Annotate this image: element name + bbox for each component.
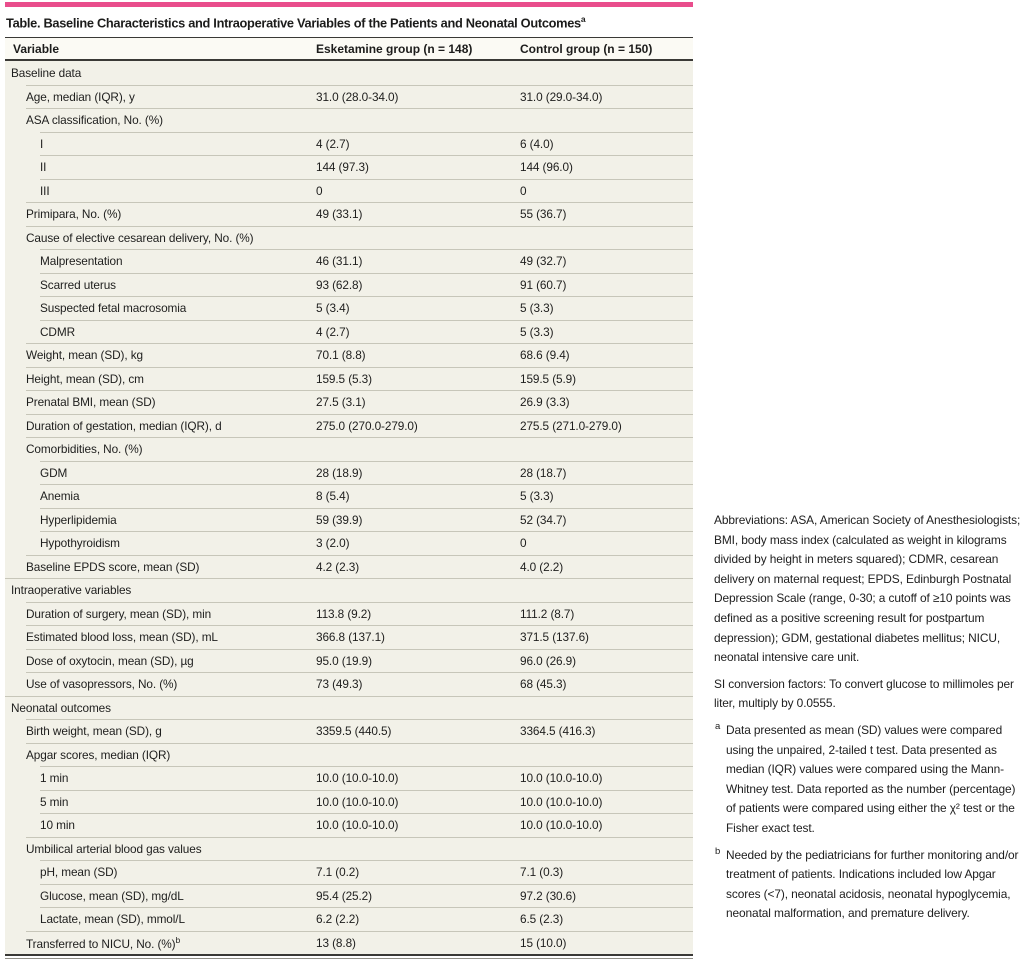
table-row — [5, 602, 693, 626]
control-value: 0 — [520, 183, 527, 198]
table-bottom-rule — [5, 958, 693, 959]
control-value: 55 (36.7) — [520, 207, 567, 222]
accent-bar — [5, 2, 693, 7]
table-row — [5, 320, 693, 344]
section-row — [5, 578, 693, 602]
control-value: 91 (60.7) — [520, 277, 567, 292]
table-row — [5, 672, 693, 696]
table-row — [5, 484, 693, 508]
table-row — [5, 414, 693, 438]
esketamine-value: 0 — [316, 183, 323, 198]
row-label: Use of vasopressors, No. (%) — [26, 677, 178, 692]
esketamine-value: 4.2 (2.3) — [316, 559, 360, 574]
esketamine-value: 27.5 (3.1) — [316, 395, 366, 410]
row-label: Dose of oxytocin, mean (SD), µg — [26, 653, 194, 668]
table-row — [5, 884, 693, 908]
control-value: 52 (34.7) — [520, 512, 567, 527]
esketamine-value: 10.0 (10.0-10.0) — [316, 818, 399, 833]
footnote-a-text: Data presented as mean (SD) values were compared using the unpaired, 2-tailed t test. Data presented as median (IQR) values were compared using the Mann-Whitney test. Data reported as the number (percentage) of patients were compared using either the χ² test or the Fisher exact test. — [726, 722, 1016, 835]
esketamine-value: 4 (2.7) — [316, 136, 350, 151]
control-value: 49 (32.7) — [520, 254, 567, 269]
esketamine-value: 159.5 (5.3) — [316, 371, 372, 386]
row-label: Transferred to NICU, No. (%)$^b$ — [26, 934, 181, 951]
row-label: Scarred uterus — [40, 277, 116, 292]
control-value: 5 (3.3) — [520, 301, 554, 316]
si-conversion-note: SI conversion factors: To convert glucose to millimoles per liter, multiply by 0.0555. — [714, 676, 1014, 711]
esketamine-value: 7.1 (0.2) — [316, 865, 360, 880]
table-row — [5, 108, 693, 132]
row-label: Duration of surgery, mean (SD), min — [26, 606, 212, 621]
table-row — [5, 273, 693, 297]
row-label: Birth weight, mean (SD), g — [26, 724, 162, 739]
esketamine-value: 366.8 (137.1) — [316, 630, 385, 645]
control-value: 97.2 (30.6) — [520, 888, 576, 903]
esketamine-value: 3359.5 (440.5) — [316, 724, 392, 739]
row-label: 1 min — [40, 771, 69, 786]
control-value: 15 (10.0) — [520, 935, 567, 950]
control-value: 10.0 (10.0-10.0) — [520, 794, 603, 809]
row-label: Primipara, No. (%) — [26, 207, 122, 222]
row-label: Duration of gestation, median (IQR), d — [26, 418, 222, 433]
row-label: Umbilical arterial blood gas values — [26, 841, 202, 856]
esketamine-value: 144 (97.3) — [316, 160, 369, 175]
table-row — [5, 931, 693, 955]
row-label: pH, mean (SD) — [40, 865, 118, 880]
table-row — [5, 249, 693, 273]
row-label: Malpresentation — [40, 254, 123, 269]
row-label: Age, median (IQR), y — [26, 89, 135, 104]
row-label: II — [40, 160, 47, 175]
table-row — [5, 437, 693, 461]
table-row — [5, 743, 693, 767]
esketamine-value: 13 (8.8) — [316, 935, 356, 950]
section-row — [5, 61, 693, 85]
row-label: Apgar scores, median (IQR) — [26, 747, 171, 762]
row-label: Height, mean (SD), cm — [26, 371, 144, 386]
table-header-row — [5, 37, 693, 61]
row-label: Lactate, mean (SD), mmol/L — [40, 912, 185, 927]
row-label: Suspected fetal macrosomia — [40, 301, 187, 316]
control-value: 68 (45.3) — [520, 677, 567, 692]
esketamine-value: 31.0 (28.0-34.0) — [316, 89, 399, 104]
table-row — [5, 649, 693, 673]
control-value: 111.2 (8.7) — [520, 606, 575, 621]
row-label: III — [40, 183, 50, 198]
table-row — [5, 390, 693, 414]
esketamine-value: 8 (5.4) — [316, 489, 350, 504]
control-value: 5 (3.3) — [520, 489, 554, 504]
row-label: Hypothyroidism — [40, 536, 120, 551]
row-label: GDM — [40, 465, 68, 480]
control-value: 10.0 (10.0-10.0) — [520, 771, 603, 786]
table-row — [5, 296, 693, 320]
control-value: 96.0 (26.9) — [520, 653, 576, 668]
esketamine-value: 95.0 (19.9) — [316, 653, 372, 668]
esketamine-value: 95.4 (25.2) — [316, 888, 372, 903]
table-row — [5, 860, 693, 884]
footnote-b-marker: b — [715, 845, 721, 857]
table-notes — [714, 511, 1024, 931]
table-title-footnote-marker: a — [580, 14, 586, 24]
control-value: 159.5 (5.9) — [520, 371, 576, 386]
esketamine-value: 113.8 (9.2) — [316, 606, 372, 621]
table-row — [5, 155, 693, 179]
row-label: CDMR — [40, 324, 75, 339]
abbreviations-note: Abbreviations: ASA, American Society of Anesthesiologists; BMI, body mass index (calculated as weight in kilograms divided by height in meters squared); CDMR, cesarean delivery on maternal request; EPDS, Edinburgh Postnatal Depression Scale (range, 0-30; a cutoff of ≥10 points was defined as a positive screening result for postpartum depression); GDM, gestational diabetes mellitus; NICU, neonatal intensive care unit. — [714, 513, 1021, 665]
footnote-b — [714, 846, 1024, 924]
table-row — [5, 837, 693, 861]
control-value: 7.1 (0.3) — [520, 865, 564, 880]
control-value: 371.5 (137.6) — [520, 630, 589, 645]
control-value: 6.5 (2.3) — [520, 912, 564, 927]
esketamine-value: 28 (18.9) — [316, 465, 363, 480]
table-title-text: Table. Baseline Characteristics and Intraoperative Variables of the Patients and Neonatal Outcomes — [6, 15, 581, 31]
control-value: 3364.5 (416.3) — [520, 724, 596, 739]
control-value: 31.0 (29.0-34.0) — [520, 89, 603, 104]
table-row — [5, 719, 693, 743]
row-label: Comorbidities, No. (%) — [26, 442, 143, 457]
control-value: 275.5 (271.0-279.0) — [520, 418, 622, 433]
row-label: Glucose, mean (SD), mg/dL — [40, 888, 184, 903]
row-label: Weight, mean (SD), kg — [26, 348, 144, 363]
esketamine-value: 10.0 (10.0-10.0) — [316, 771, 399, 786]
row-label: Baseline EPDS score, mean (SD) — [26, 559, 200, 574]
row-label: Intraoperative variables — [11, 583, 132, 598]
row-label: 10 min — [40, 818, 75, 833]
row-label: Neonatal outcomes — [11, 700, 111, 715]
table-row — [5, 179, 693, 203]
table-body — [5, 61, 693, 956]
table-row — [5, 226, 693, 250]
table-row — [5, 813, 693, 837]
table-row — [5, 508, 693, 532]
row-label: Hyperlipidemia — [40, 512, 117, 527]
control-value: 4.0 (2.2) — [520, 559, 564, 574]
table-row — [5, 625, 693, 649]
esketamine-value: 73 (49.3) — [316, 677, 363, 692]
control-value: 144 (96.0) — [520, 160, 573, 175]
footnote-a-marker: a — [715, 720, 721, 732]
row-label: ASA classification, No. (%) — [26, 113, 163, 128]
table-row — [5, 907, 693, 931]
row-label: I — [40, 136, 44, 151]
footnote-a — [714, 721, 1024, 839]
table-row — [5, 367, 693, 391]
column-header-control-group: Control group (n = 150) — [520, 41, 653, 56]
esketamine-value: 6.2 (2.2) — [316, 912, 360, 927]
esketamine-value: 10.0 (10.0-10.0) — [316, 794, 399, 809]
esketamine-value: 4 (2.7) — [316, 324, 350, 339]
column-header-esketamine-group: Esketamine group (n = 148) — [316, 41, 473, 56]
column-header-variable: Variable — [13, 41, 60, 56]
control-value: 68.6 (9.4) — [520, 348, 570, 363]
section-row — [5, 696, 693, 720]
table-row — [5, 766, 693, 790]
esketamine-value: 70.1 (8.8) — [316, 348, 366, 363]
row-label: Prenatal BMI, mean (SD) — [26, 395, 156, 410]
table-row — [5, 343, 693, 367]
table-row — [5, 531, 693, 555]
control-value: 26.9 (3.3) — [520, 395, 570, 410]
esketamine-value: 275.0 (270.0-279.0) — [316, 418, 418, 433]
table-title — [6, 14, 693, 37]
esketamine-value: 49 (33.1) — [316, 207, 363, 222]
table-row — [5, 790, 693, 814]
row-label: Estimated blood loss, mean (SD), mL — [26, 630, 218, 645]
control-value: 10.0 (10.0-10.0) — [520, 818, 603, 833]
control-value: 6 (4.0) — [520, 136, 554, 151]
control-value: 5 (3.3) — [520, 324, 554, 339]
table-row — [5, 85, 693, 109]
row-label: Cause of elective cesarean delivery, No. (%) — [26, 230, 254, 245]
row-label: 5 min — [40, 794, 69, 809]
table-container — [5, 2, 693, 959]
esketamine-value: 46 (31.1) — [316, 254, 363, 269]
esketamine-value: 5 (3.4) — [316, 301, 350, 316]
table-row — [5, 461, 693, 485]
row-label: Anemia — [40, 489, 80, 504]
esketamine-value: 93 (62.8) — [316, 277, 363, 292]
row-footnote-marker: b — [175, 934, 181, 945]
control-value: 28 (18.7) — [520, 465, 567, 480]
control-value: 0 — [520, 536, 527, 551]
esketamine-value: 59 (39.9) — [316, 512, 363, 527]
footnote-b-text: Needed by the pediatricians for further monitoring and/or treatment of patients. Indications included low Apgar scores (<7), neonatal acidosis, neonatal hypoglycemia, neonatal malformation, and premature delivery. — [726, 847, 1019, 921]
table-row — [5, 555, 693, 579]
table-row — [5, 132, 693, 156]
table-row — [5, 202, 693, 226]
esketamine-value: 3 (2.0) — [316, 536, 350, 551]
row-label: Baseline data — [11, 66, 82, 81]
